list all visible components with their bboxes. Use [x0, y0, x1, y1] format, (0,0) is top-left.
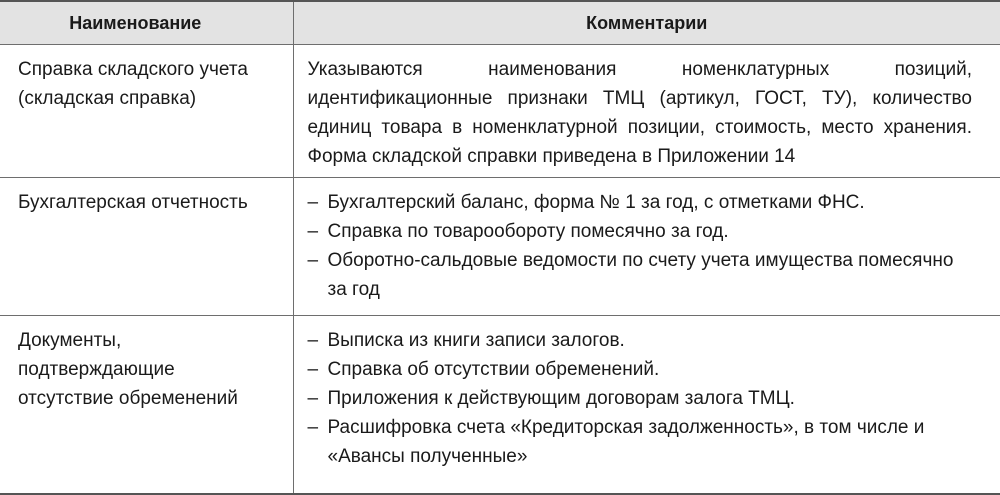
list-item: – Бухгалтерский баланс, форма № 1 за год, с отметками ФНС. — [308, 188, 973, 217]
row-comment-cell — [293, 316, 1000, 495]
row-name-cell — [0, 178, 293, 316]
row-comment-cell — [293, 45, 1000, 178]
list-item: – Расшифровка счета «Кредиторская задолженность», в том числе и «Авансы полученные» — [308, 413, 973, 471]
header-name: Наименование — [0, 1, 293, 45]
row-comment-cell — [293, 178, 1000, 316]
row-comment-text: Указываются наименования номенклатурных позиций, идентификационные признаки ТМЦ (артикул, ГОСТ, ТУ), количество единиц товара в номенклатурной позиции, стоимость, место хранения. Форма складской справки приведена в Приложении 14 — [307, 59, 972, 167]
comment-list — [308, 188, 973, 304]
list-item: – Приложения к действующим договорам залога ТМЦ. — [308, 384, 973, 413]
list-item: – Выписка из книги записи залогов. — [308, 326, 973, 355]
row-name-line: Справка складского учета — [18, 59, 248, 80]
row-name-line: (складская справка) — [18, 88, 197, 109]
row-name-line: Документы, — [18, 330, 122, 351]
table-header-row — [0, 1, 1000, 45]
row-name-cell — [0, 316, 293, 495]
table-row — [0, 45, 1000, 178]
comment-list — [308, 326, 973, 471]
row-name-line: отсутствие обременений — [18, 388, 238, 409]
header-comment: Комментарии — [293, 1, 1000, 45]
row-name-line: подтверждающие — [18, 359, 175, 380]
row-name-line: Бухгалтерская отчетность — [18, 192, 248, 213]
row-name-cell — [0, 45, 293, 178]
list-item: – Оборотно-сальдовые ведомости по счету учета имущества помесячно за год — [308, 246, 973, 304]
list-item: – Справка по товарообороту помесячно за год. — [308, 217, 973, 246]
list-item: – Справка об отсутствии обременений. — [308, 355, 973, 384]
table-row — [0, 316, 1000, 495]
table-row — [0, 178, 1000, 316]
